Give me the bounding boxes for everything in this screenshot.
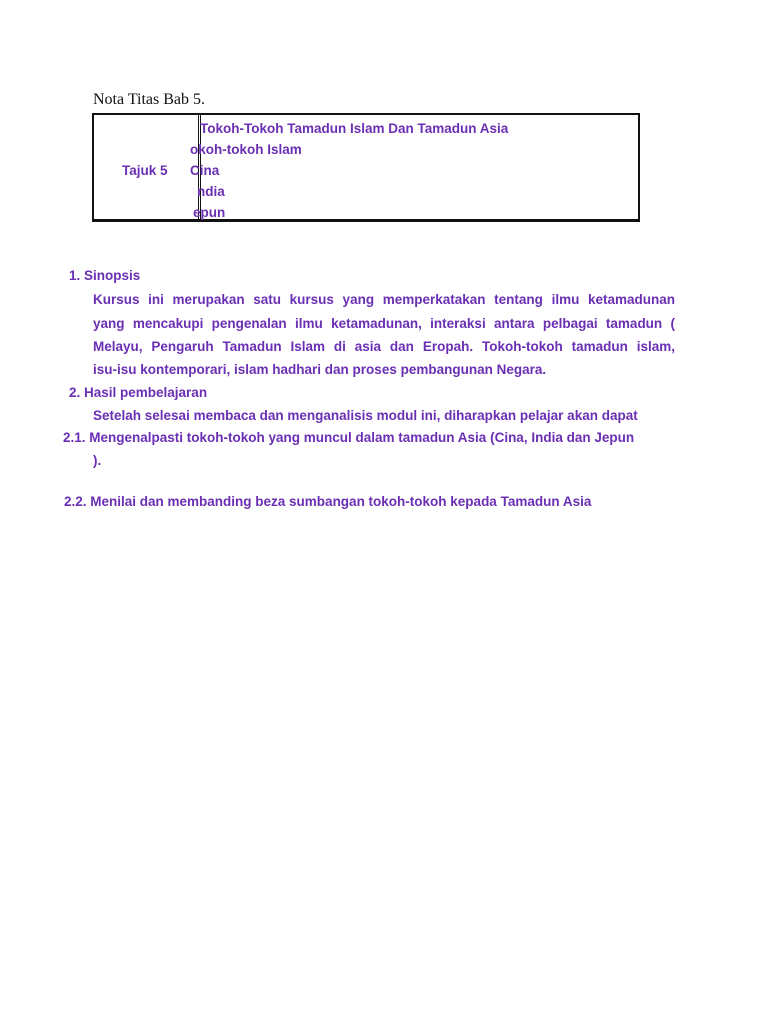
topic-line: ndia [197, 184, 225, 199]
sinopsis-paragraph-line: yang mencakupi pengenalan ilmu ketamadunan, interaksi antara pelbagai tamadun ( [93, 316, 675, 331]
topic-line: okoh-tokoh Islam [190, 142, 302, 157]
topic-line: Tokoh-Tokoh Tamadun Islam Dan Tamadun Asia [200, 121, 509, 136]
sinopsis-paragraph-line: Kursus ini merupakan satu kursus yang memperkatakan tentang ilmu ketamadunan [93, 292, 675, 307]
page-title: Nota Titas Bab 5. [93, 91, 206, 108]
hasil-item-1-continuation: ). [93, 453, 102, 468]
section-heading-sinopsis: 1. Sinopsis [69, 268, 141, 283]
section-heading-hasil: 2. Hasil pembelajaran [69, 385, 208, 400]
sinopsis-paragraph-line: Melayu, Pengaruh Tamadun Islam di asia dan Eropah. Tokoh-tokoh tamadun islam, [93, 339, 675, 354]
topic-line: Cina [190, 163, 220, 178]
hasil-item-2: 2.2. Menilai dan membanding beza sumbangan tokoh-tokoh kepada Tamadun Asia [64, 494, 592, 509]
table-label: Tajuk 5 [122, 163, 168, 178]
topic-list [190, 117, 631, 220]
hasil-intro: Setelah selesai membaca dan menganalisis modul ini, diharapkan pelajar akan dapat [93, 408, 638, 423]
topic-table [92, 113, 640, 222]
sinopsis-paragraph-line: isu-isu kontemporari, islam hadhari dan proses pembangunan Negara. [93, 362, 547, 377]
hasil-item-1: 2.1. Mengenalpasti tokoh-tokoh yang muncul dalam tamadun Asia (Cina, India dan Jepun [63, 430, 635, 445]
topic-line: epun [193, 205, 226, 220]
